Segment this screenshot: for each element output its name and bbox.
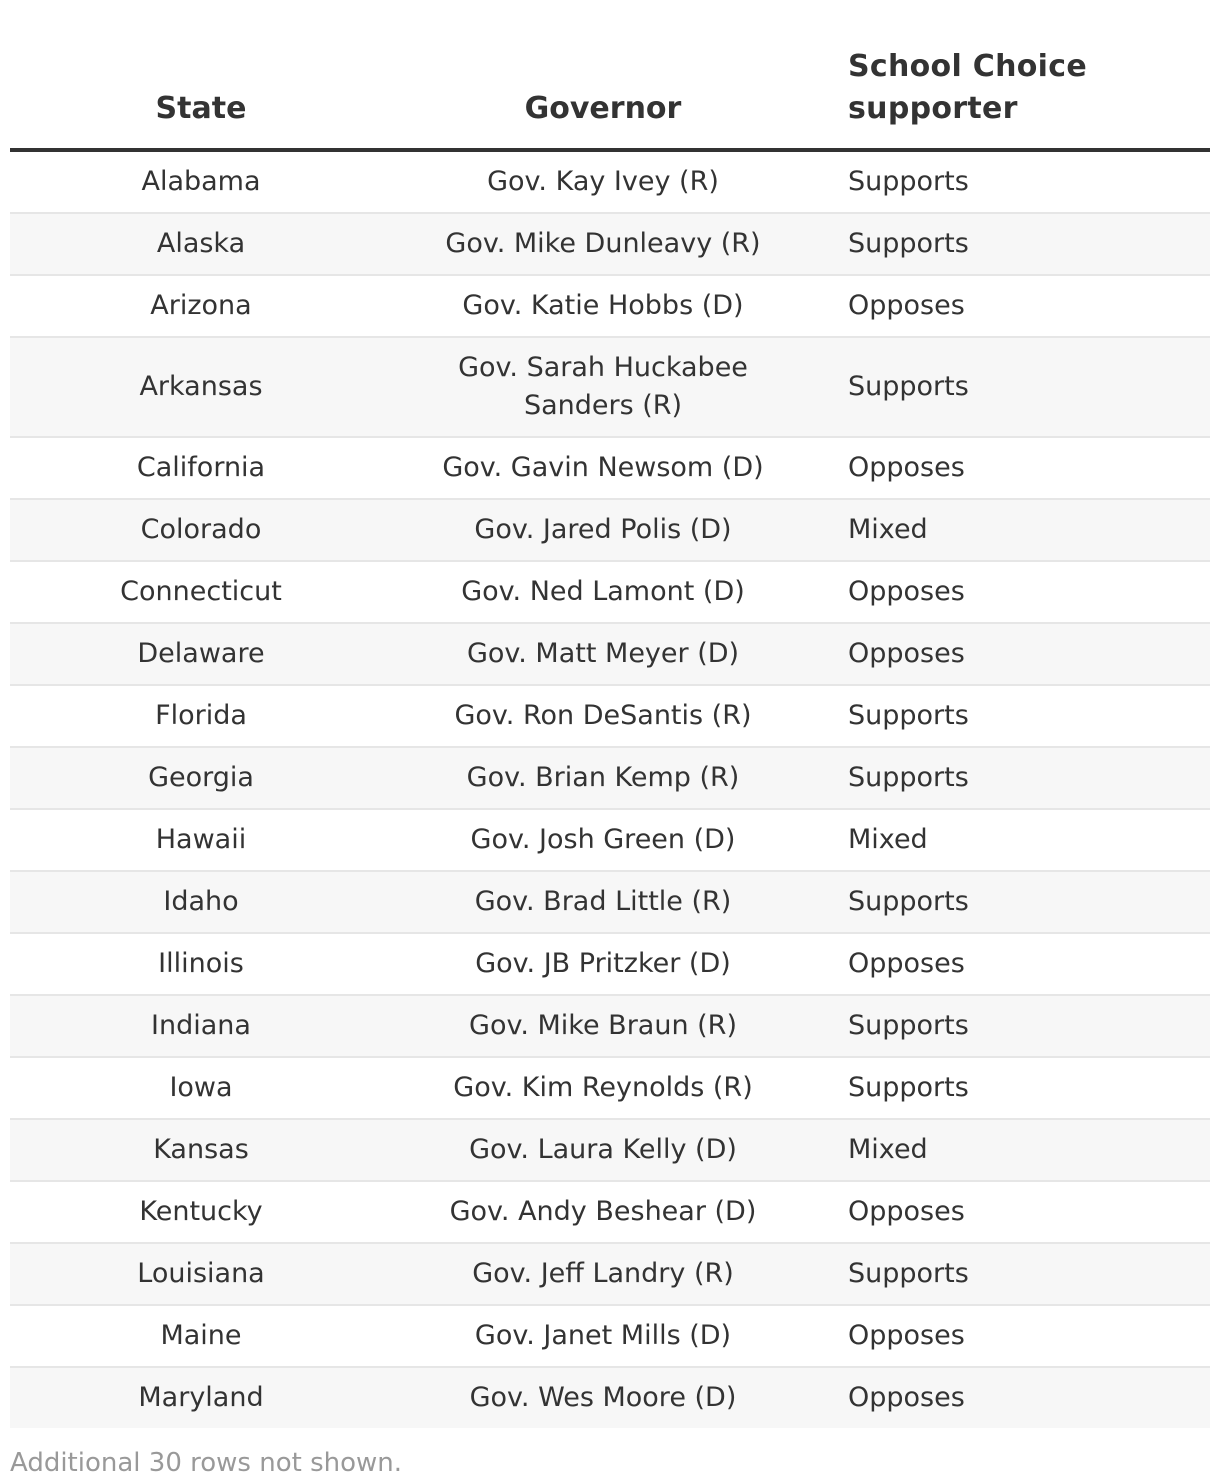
governor-cell: Gov. Andy Beshear (D) [392,1181,814,1243]
state-cell: Florida [10,685,392,747]
support-cell: Opposes [814,1181,1210,1243]
table-row [10,623,1210,685]
governor-cell: Gov. Brad Little (R) [392,871,814,933]
governor-cell: Gov. Sarah Huckabee Sanders (R) [392,337,814,437]
table-row [10,1243,1210,1305]
support-cell: Mixed [814,499,1210,561]
support-cell: Supports [814,1057,1210,1119]
support-cell: Supports [814,337,1210,437]
table-row [10,337,1210,437]
support-cell: Supports [814,685,1210,747]
support-cell: Opposes [814,1367,1210,1428]
support-cell: Supports [814,747,1210,809]
table-row [10,995,1210,1057]
state-cell: California [10,437,392,499]
state-cell: Maryland [10,1367,392,1428]
state-cell: Louisiana [10,1243,392,1305]
state-cell: Illinois [10,933,392,995]
table-row [10,561,1210,623]
governor-cell: Gov. Jeff Landry (R) [392,1243,814,1305]
governor-cell: Gov. Kay Ivey (R) [392,150,814,213]
governor-cell: Gov. Mike Braun (R) [392,995,814,1057]
governor-cell: Gov. JB Pritzker (D) [392,933,814,995]
support-cell: Opposes [814,275,1210,337]
table-row [10,1367,1210,1428]
column-header-governor[interactable]: Governor [392,0,814,150]
table-row [10,1057,1210,1119]
table-row [10,747,1210,809]
support-cell: Supports [814,150,1210,213]
state-cell: Iowa [10,1057,392,1119]
state-cell: Colorado [10,499,392,561]
state-cell: Delaware [10,623,392,685]
governor-cell: Gov. Ned Lamont (D) [392,561,814,623]
governor-cell: Gov. Gavin Newsom (D) [392,437,814,499]
governor-cell: Gov. Laura Kelly (D) [392,1119,814,1181]
state-cell: Kentucky [10,1181,392,1243]
table-row [10,933,1210,995]
table-row [10,809,1210,871]
table-row [10,1305,1210,1367]
table-row [10,275,1210,337]
governor-cell: Gov. Ron DeSantis (R) [392,685,814,747]
governor-cell: Gov. Jared Polis (D) [392,499,814,561]
column-header-state[interactable]: State [10,0,392,150]
state-cell: Indiana [10,995,392,1057]
table-row [10,213,1210,275]
column-header-school-choice[interactable]: School Choice supporter [814,0,1210,150]
state-cell: Alabama [10,150,392,213]
state-cell: Arkansas [10,337,392,437]
table-row [10,437,1210,499]
governor-cell: Gov. Wes Moore (D) [392,1367,814,1428]
table-row [10,150,1210,213]
table-row [10,1119,1210,1181]
table-row [10,1181,1210,1243]
state-cell: Idaho [10,871,392,933]
table-row [10,499,1210,561]
support-cell: Opposes [814,437,1210,499]
state-cell: Alaska [10,213,392,275]
governor-cell: Gov. Josh Green (D) [392,809,814,871]
support-cell: Mixed [814,1119,1210,1181]
state-cell: Hawaii [10,809,392,871]
rows-not-shown-note: Additional 30 rows not shown. [10,1448,403,1478]
support-cell: Mixed [814,809,1210,871]
state-cell: Kansas [10,1119,392,1181]
support-cell: Opposes [814,933,1210,995]
table-row [10,685,1210,747]
governor-cell: Gov. Matt Meyer (D) [392,623,814,685]
header-row [10,0,1210,150]
governors-table [10,0,1210,1428]
table-row [10,871,1210,933]
governors-table-container [10,0,1210,1478]
state-cell: Maine [10,1305,392,1367]
support-cell: Supports [814,1243,1210,1305]
governor-cell: Gov. Mike Dunleavy (R) [392,213,814,275]
state-cell: Connecticut [10,561,392,623]
governor-cell: Gov. Kim Reynolds (R) [392,1057,814,1119]
governor-cell: Gov. Katie Hobbs (D) [392,275,814,337]
support-cell: Supports [814,995,1210,1057]
state-cell: Arizona [10,275,392,337]
support-cell: Opposes [814,561,1210,623]
support-cell: Supports [814,871,1210,933]
state-cell: Georgia [10,747,392,809]
table-body [10,150,1210,1428]
support-cell: Opposes [814,623,1210,685]
support-cell: Supports [814,213,1210,275]
support-cell: Opposes [814,1305,1210,1367]
governor-cell: Gov. Brian Kemp (R) [392,747,814,809]
governor-cell: Gov. Janet Mills (D) [392,1305,814,1367]
